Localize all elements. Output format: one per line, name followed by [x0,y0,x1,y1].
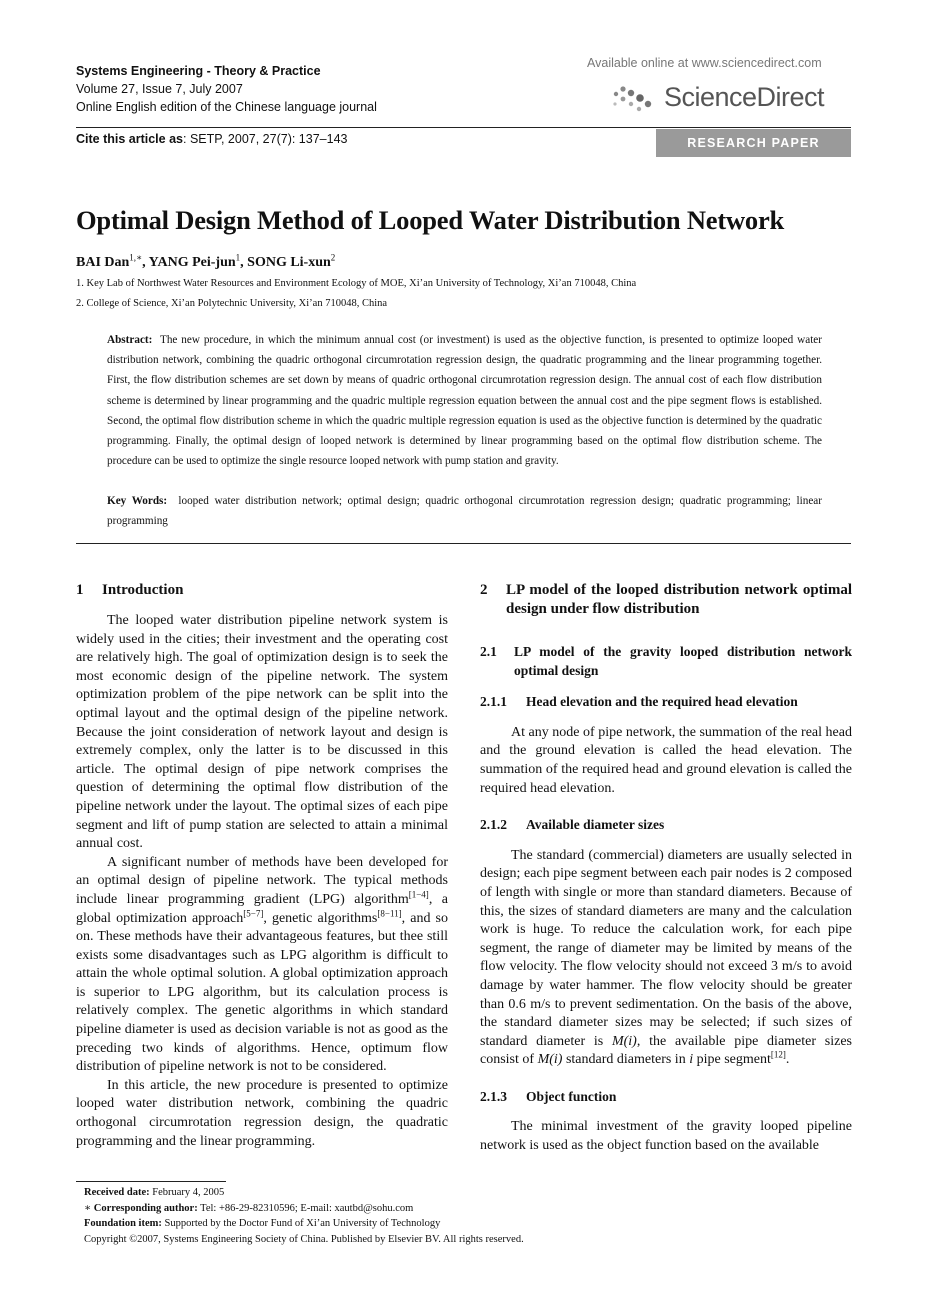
left-column [76,581,448,1151]
sciencedirect-logo-icon [610,82,655,114]
affiliation-2: 2. College of Science, Xi’an Polytechnic University, Xi’an 710048, China [76,298,388,309]
subsubsection-heading: 2.1.1 Head elevation and the required head elevation [480,694,798,710]
section-heading: 2 LP model of the looped distribution network optimal design under flow distribution [480,582,852,617]
author-name: YANG Pei-jun [148,255,236,270]
paragraph: The minimal investment of the gravity looped pipeline network is used as the object function based on the available [480,1119,852,1154]
math-m-i: M(i) [611,1033,637,1049]
sciencedirect-logo[interactable] [610,80,840,116]
article-title: Optimal Design Method of Looped Water Distribution Network [76,205,785,235]
sciencedirect-name: ScienceDirect [664,82,825,112]
journal-info [76,62,377,116]
author-name: SONG Li-xun [247,255,331,270]
subsection-heading: 2.1 LP model of the gravity looped distribution network optimal design [480,644,852,678]
available-online: Available online at www.sciencedirect.com [587,56,822,70]
author-name: BAI Dan [76,255,130,270]
paragraph: The looped water distribution pipeline network system is widely used in the cities; their investment and the operating cost are relatively high. The goal of optimization design is to seek the most economic design of the pipeline network. The system optimization problem of the pipe network can be split into the optimal layout and the optimal design of the pipeline network. Because the joint consideration of network layout and design is extremely complex, only the latter is to be discussed in this article. The optimal design of pipe network comprises the question of determining the optimal flow distribution of the pipeline network under the layout. The optimal sizes of each pipe segment and lift of pump station are selected to attain a minimal annual cost. [76,613,448,852]
subsubsection-heading: 2.1.3 Object function [480,1088,617,1104]
math-m-i: M(i) [537,1052,563,1068]
citation[interactable]: [8−11] [377,907,402,918]
footnotes [84,1185,524,1247]
citation[interactable]: [1−4] [408,889,429,900]
keywords [107,491,822,531]
author-list: BAI Dan$^{1,∗}$, YANG Pei-jun$^1$, SONG Li-xun$^2$ [76,252,336,270]
author-sup: 1 [235,252,241,263]
abstract-text: The new procedure, in which the minimum annual cost (or investment) is used as the objective function, is presented to optimize looped water distribution network, combining the quadric orthogonal circumrotation regression design, the quadratic programming and the linear programming together. First, the flow distribution schemes are set down by means of quadric orthogonal circumrotation regression design. The annual cost of each flow distribution scheme is determined by linear programming and the quadric multiple regression equation between the annual cost and the pipe segment flows is established. Second, the optimal flow distribution scheme in which the quadric multiple regression equation is used as the objective function is determined by the quadratic programming. Finally, the optimal design of looped network is determined by linear programming based on the optimal flow distribution scheme. The procedure can be used to optimize the single resource looped network with pump station and gravity. [107,334,822,468]
author-sup: 2 [330,252,336,263]
header-rule [76,127,851,128]
keywords-text: looped water distribution network; optimal design; quadric orthogonal circumrotation regression design; quadratic programming; linear programming [107,495,822,528]
author-sup: 1,∗ [129,252,143,263]
affiliation-1: 1. Key Lab of Northwest Water Resources and Environment Ecology of MOE, Xi’an University of Technology, Xi’an 710048, China [76,278,637,289]
cite-label: Cite this article as [76,132,183,146]
paragraph: At any node of pipe network, the summation of the real head and the ground elevation is called the head elevation. The summation of the required head and ground elevation is called the required head elevation. [480,724,852,796]
foundation-item: Foundation item: Supported by the Doctor Fund of Xi’an University of Technology [84,1218,441,1229]
abstract [107,330,822,471]
copyright: Copyright ©2007, Systems Engineering Society of China. Published by Elsevier BV. All rights reserved. [84,1233,524,1245]
paragraph: In this article, the new procedure is presented to optimize looped water distribution network, combining the quadric orthogonal circumrotation regression design, the quadratic programming and the linear programming. [76,1077,448,1149]
abstract-rule [76,543,851,544]
paragraph: A significant number of methods have been developed for an optimal design of pipeline network. The typical methods include linear programming gradient (LPG) algorithm[1−4], a global optimization approach[5−7], genetic algorithms[8−11], and so on. These methods have their advantageous features, but thee still exists some disadvantages such as LPG algorithm is difficult to attain the whole optimal solution. A global optimization approach is superior to LPG algorithm, but its calculation process is relatively complex. The genetic algorithms in which standard pipeline diameter is used as decision variable is not as good as the preceding two kinds of algorithms. Hence, optimum flow distribution of pipeline network is not to be considered. [76,854,449,1075]
section-heading: 1 Introduction [76,582,184,598]
citation[interactable]: [12] [770,1049,786,1060]
right-column [480,581,852,1156]
received-date: Received date: February 4, 2005 [84,1187,225,1198]
corresponding-author: ∗ Corresponding author: Tel: +86-29-82310596; E-mail: xautbd@sohu.com [84,1202,414,1214]
journal-title: Systems Engineering - Theory & Practice [76,64,321,78]
volume-line: Volume 27, Issue 7, July 2007 [76,82,243,96]
edition-line: Online English edition of the Chinese language journal [76,100,377,114]
math-i: i [689,1052,694,1068]
abstract-label: Abstract: [107,334,153,346]
cite-line [76,132,347,146]
keywords-label: Key Words: [107,495,168,507]
cite-text: : SETP, 2007, 27(7): 137–143 [183,132,348,146]
subsubsection-heading: 2.1.2 Available diameter sizes [480,817,665,833]
citation[interactable]: [5−7] [243,907,264,918]
footnote-rule [76,1181,226,1182]
research-paper-badge: RESEARCH PAPER [656,129,851,157]
paragraph: The standard (commercial) diameters are usually selected in design; each pipe segment between each pair nodes is 2 composed of length with single or more than standard diameters. Because of this, the sizes of standard diameters are many and the calculation work is huge. To reduce the calculation work, for each pipe segment, the range of diameter may be limited by means of the flow velocity. The flow velocity should not exceed 3 m/s to avoid damage by water hammer. The flow velocity should be greater than 0.6 m/s to prevent sedimentation. On the basis of the above, the standard diameter sizes may be selected; if such sizes of standard diameter is M(i), the available pipe diameter sizes consist of M(i) standard diameters in i pipe segment[12]. [480,847,852,1068]
